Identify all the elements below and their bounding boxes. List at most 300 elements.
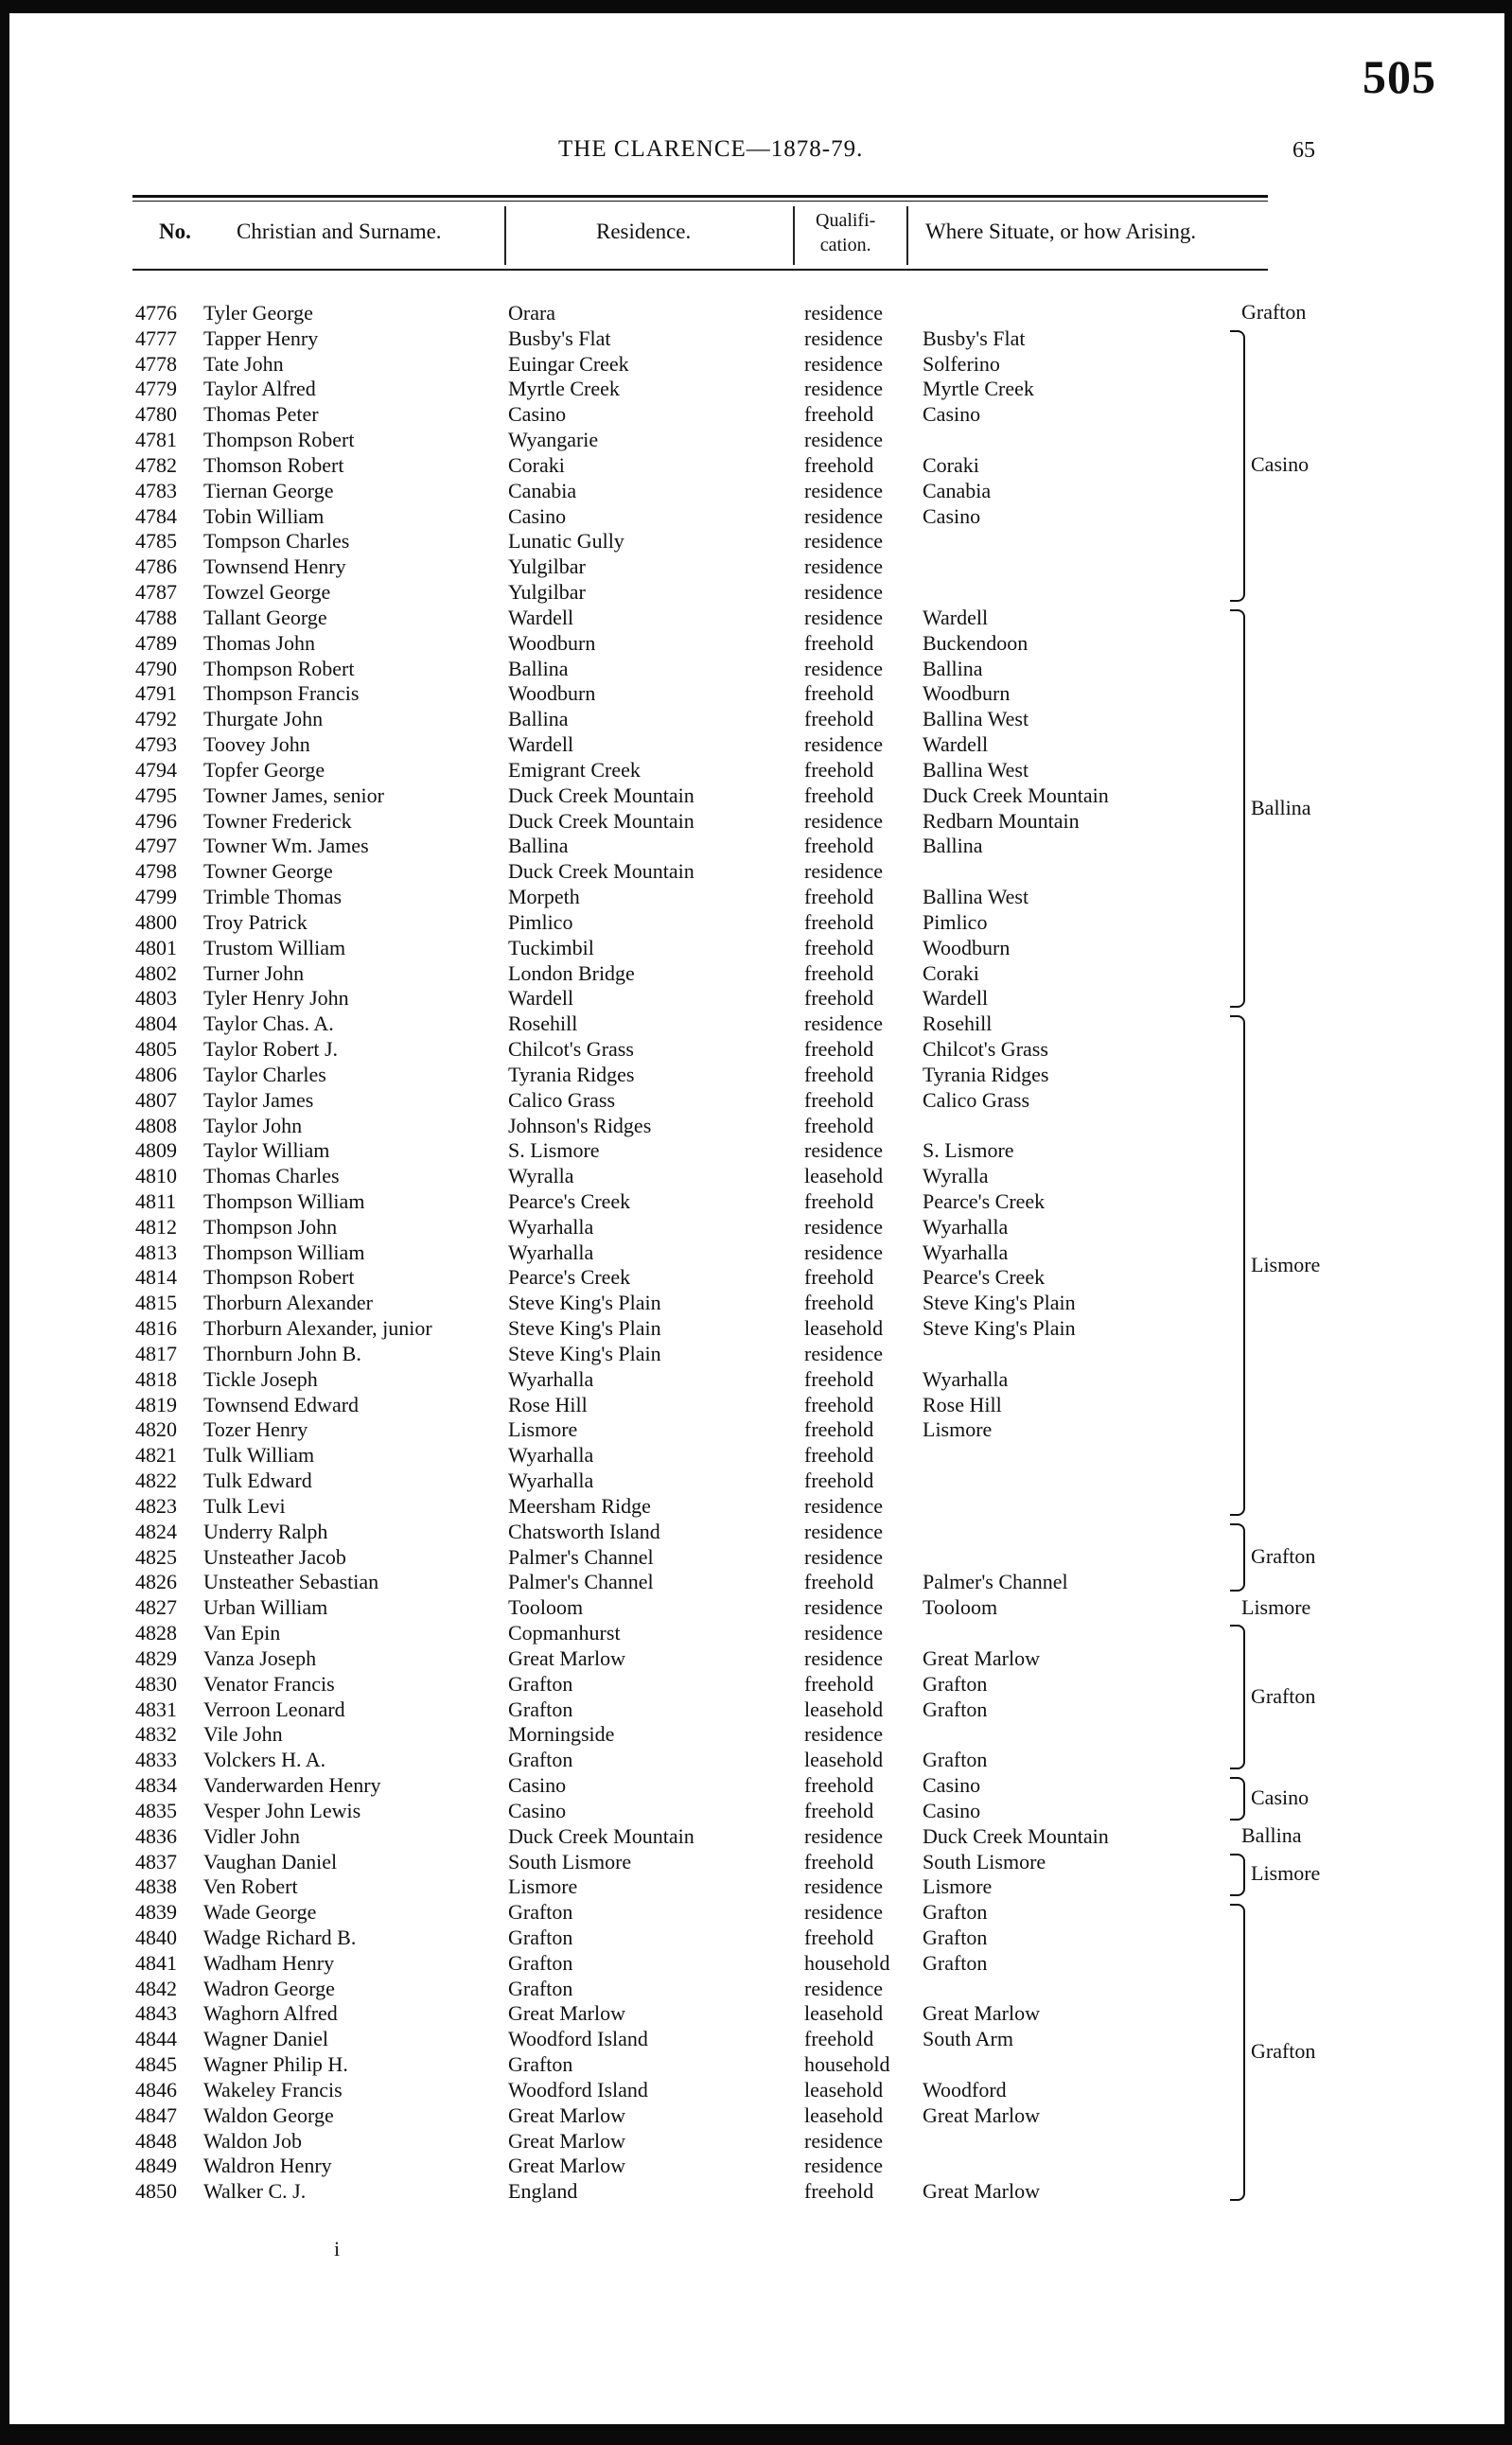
residence-cell: Pimlico xyxy=(508,909,573,934)
table-row xyxy=(135,2103,1346,2129)
where-situate-cell: Duck Creek Mountain xyxy=(923,783,1109,807)
voter-name: Waghorn Alfred xyxy=(203,2001,338,2026)
residence-cell: Grafton xyxy=(508,1950,573,1975)
entry-number: 4810 xyxy=(135,1164,177,1188)
table-row xyxy=(135,1037,1346,1063)
entry-number: 4797 xyxy=(135,834,177,858)
entry-number: 4788 xyxy=(135,605,177,629)
voter-name: Tallant George xyxy=(203,605,327,629)
table-row xyxy=(135,1926,1346,1951)
entry-number: 4817 xyxy=(135,1341,177,1365)
district-label: Lismore xyxy=(1251,1252,1321,1276)
voter-name: Wade George xyxy=(203,1900,317,1925)
qualification-cell: freehold xyxy=(804,1773,874,1798)
voter-name: Trustom William xyxy=(203,935,346,959)
table-row xyxy=(135,1443,1346,1469)
voter-name: Thomson Robert xyxy=(203,452,344,477)
where-situate-cell: Ballina xyxy=(923,656,983,680)
voter-name: Wagner Daniel xyxy=(203,2027,328,2051)
table-row xyxy=(135,1951,1346,1977)
residence-cell: Great Marlow xyxy=(508,1645,626,1670)
entry-number: 4849 xyxy=(135,2154,177,2178)
where-situate-cell: Casino xyxy=(923,402,981,427)
qualification-cell: residence xyxy=(804,377,884,401)
voter-name: Thornburn John B. xyxy=(203,1341,361,1365)
entry-number: 4833 xyxy=(135,1748,177,1772)
entry-number: 4836 xyxy=(135,1823,177,1848)
voter-name: Tate John xyxy=(203,351,284,376)
qualification-cell: residence xyxy=(804,1544,884,1569)
qualification-cell: residence xyxy=(804,1621,884,1645)
voter-name: Taylor John xyxy=(203,1113,303,1137)
entry-number: 4779 xyxy=(135,377,177,401)
qualification-cell: freehold xyxy=(804,681,874,706)
residence-cell: Wyarhalla xyxy=(508,1469,594,1493)
residence-cell: Orara xyxy=(508,301,556,325)
voter-name: Tobin William xyxy=(203,503,325,528)
residence-cell: Duck Creek Mountain xyxy=(508,808,694,833)
table-row xyxy=(135,1646,1346,1672)
entry-number: 4827 xyxy=(135,1595,177,1620)
where-situate-cell: Tooloom xyxy=(923,1595,998,1620)
table-row xyxy=(135,1824,1346,1850)
entry-number: 4795 xyxy=(135,783,177,807)
qualification-cell: leasehold xyxy=(804,1164,884,1188)
table-row xyxy=(135,2027,1346,2052)
voter-name: Thompson Robert xyxy=(203,656,355,680)
qualification-cell: leasehold xyxy=(804,1697,884,1721)
qualification-cell: freehold xyxy=(804,1417,874,1442)
table-row xyxy=(135,783,1346,809)
voter-name: Tulk Edward xyxy=(203,1469,312,1493)
residence-cell: Tuckimbil xyxy=(508,935,594,959)
district-brace xyxy=(1230,1015,1245,1516)
residence-cell: Woodford Island xyxy=(508,2027,648,2051)
voter-name: Thomas John xyxy=(203,630,315,655)
table-row xyxy=(135,809,1346,835)
voter-name: Taylor Robert J. xyxy=(203,1037,339,1062)
residence-cell: Wyangarie xyxy=(508,428,599,452)
table-row xyxy=(135,1011,1346,1037)
entry-number: 4828 xyxy=(135,1621,177,1645)
qualification-cell: residence xyxy=(804,859,884,884)
entry-number: 4848 xyxy=(135,2128,177,2153)
voter-name: Thompson William xyxy=(203,1188,365,1213)
entry-number: 4807 xyxy=(135,1087,177,1112)
where-situate-cell: South Lismore xyxy=(923,1849,1046,1873)
voter-name: Wadron George xyxy=(203,1976,335,2000)
column-header-no: No. xyxy=(159,220,191,243)
residence-cell: Great Marlow xyxy=(508,2128,626,2153)
where-situate-cell: Myrtle Creek xyxy=(923,377,1034,401)
residence-cell: S. Lismore xyxy=(508,1138,600,1163)
residence-cell: Great Marlow xyxy=(508,2154,626,2178)
table-row xyxy=(135,2129,1346,2155)
residence-cell: Emigrant Creek xyxy=(508,757,641,782)
voter-name: Taylor James xyxy=(203,1087,314,1112)
where-situate-cell: Chilcot's Grass xyxy=(923,1037,1048,1062)
voter-name: Tyler George xyxy=(203,301,313,325)
table-row xyxy=(135,428,1346,453)
residence-cell: Grafton xyxy=(508,1900,573,1925)
voter-name: Tulk Levi xyxy=(203,1493,286,1518)
residence-cell: Chatsworth Island xyxy=(508,1519,660,1543)
table-row xyxy=(135,2001,1346,2027)
voter-name: Vesper John Lewis xyxy=(203,1798,361,1822)
where-situate-cell: Palmer's Channel xyxy=(923,1570,1068,1594)
residence-cell: Grafton xyxy=(508,1697,573,1721)
district-brace xyxy=(1230,1904,1245,2201)
table-row xyxy=(135,1316,1346,1342)
table-row xyxy=(135,1850,1346,1875)
table-row xyxy=(135,554,1346,580)
where-situate-cell: Pearce's Creek xyxy=(923,1188,1046,1213)
where-situate-cell: Wardell xyxy=(923,605,989,629)
voter-name: Ven Robert xyxy=(203,1874,298,1899)
entry-number: 4822 xyxy=(135,1469,177,1493)
where-situate-cell: Ballina xyxy=(923,834,983,858)
qualification-cell: freehold xyxy=(804,2027,874,2051)
voter-name: Thompson Robert xyxy=(203,428,355,452)
voter-name: Vidler John xyxy=(203,1823,300,1848)
where-situate-cell: Ballina West xyxy=(923,757,1029,782)
where-situate-cell: Pimlico xyxy=(923,909,988,934)
table-row xyxy=(135,910,1346,936)
where-situate-cell: Pearce's Creek xyxy=(923,1265,1046,1290)
qualification-cell: freehold xyxy=(804,1188,874,1213)
folio-number: 505 xyxy=(1363,50,1436,103)
residence-cell: Grafton xyxy=(508,2052,573,2077)
entry-number: 4844 xyxy=(135,2027,177,2051)
residence-cell: Lismore xyxy=(508,1417,578,1442)
qualification-cell: freehold xyxy=(804,2179,874,2204)
qualification-cell: freehold xyxy=(804,757,874,782)
table-row xyxy=(135,1722,1346,1748)
residence-cell: Yulgilbar xyxy=(508,554,586,579)
voter-name: Towzel George xyxy=(203,580,331,605)
table-row xyxy=(135,1240,1346,1266)
qualification-cell: residence xyxy=(804,605,884,629)
entry-number: 4839 xyxy=(135,1900,177,1925)
qualification-cell: residence xyxy=(804,428,884,452)
residence-cell: South Lismore xyxy=(508,1849,632,1873)
where-situate-cell: South Arm xyxy=(923,2027,1013,2051)
entry-number: 4845 xyxy=(135,2052,177,2077)
where-situate-cell: Grafton xyxy=(923,1950,988,1975)
entry-number: 4776 xyxy=(135,301,177,325)
table-row xyxy=(135,1367,1346,1393)
where-situate-cell: Wyarhalla xyxy=(923,1366,1009,1391)
where-situate-cell: Calico Grass xyxy=(923,1087,1030,1112)
entry-number: 4812 xyxy=(135,1214,177,1239)
table-row xyxy=(135,1621,1346,1646)
residence-cell: Duck Creek Mountain xyxy=(508,783,694,807)
voter-name: Towner George xyxy=(203,859,333,884)
residence-cell: Rosehill xyxy=(508,1011,578,1036)
voter-name: Wagner Philip H. xyxy=(203,2052,348,2077)
entry-number: 4786 xyxy=(135,554,177,579)
voter-name: Waldon George xyxy=(203,2102,334,2127)
entry-number: 4800 xyxy=(135,909,177,934)
qualification-cell: freehold xyxy=(804,1291,874,1315)
residence-cell: Busby's Flat xyxy=(508,325,611,350)
qualification-cell: leasehold xyxy=(804,1748,884,1772)
district-label: Grafton xyxy=(1251,1683,1316,1708)
entry-number: 4814 xyxy=(135,1265,177,1290)
running-title: THE CLARENCE—1878-79. xyxy=(558,136,864,162)
voter-name: Tozer Henry xyxy=(203,1417,308,1442)
qualification-cell: freehold xyxy=(804,1265,874,1290)
district-brace xyxy=(1230,330,1245,602)
voter-name: Underry Ralph xyxy=(203,1519,328,1543)
voter-name: Verroon Leonard xyxy=(203,1697,345,1721)
table-row xyxy=(135,580,1346,606)
residence-cell: Copmanhurst xyxy=(508,1621,621,1645)
voter-name: Wakeley Francis xyxy=(203,2077,343,2102)
qualification-cell: residence xyxy=(804,503,884,528)
residence-cell: Casino xyxy=(508,1798,567,1822)
where-situate-cell: Wyralla xyxy=(923,1164,989,1188)
voter-name: Thompson Robert xyxy=(203,1265,355,1290)
qualification-cell: residence xyxy=(804,1138,884,1163)
header-bottom-rule xyxy=(132,269,1268,271)
residence-cell: Pearce's Creek xyxy=(508,1188,631,1213)
table-row xyxy=(135,301,1346,326)
voter-name: Tapper Henry xyxy=(203,325,319,350)
qualification-cell: residence xyxy=(804,2154,884,2178)
register-rows xyxy=(135,301,1346,2205)
column-divider xyxy=(793,206,795,265)
voter-name: Van Epin xyxy=(203,1621,281,1645)
qualification-cell: freehold xyxy=(804,1671,874,1696)
entry-number: 4838 xyxy=(135,1874,177,1899)
column-header-where: Where Situate, or how Arising. xyxy=(925,220,1197,243)
residence-cell: Lismore xyxy=(508,1874,578,1899)
where-situate-cell: Coraki xyxy=(923,960,979,985)
footer-mark: i xyxy=(334,2237,341,2260)
entry-number: 4834 xyxy=(135,1773,177,1798)
residence-cell: Steve King's Plain xyxy=(508,1316,661,1341)
qualification-cell: residence xyxy=(804,1595,884,1620)
residence-cell: England xyxy=(508,2179,578,2204)
where-situate-cell: Woodford xyxy=(923,2077,1007,2102)
entry-number: 4829 xyxy=(135,1645,177,1670)
where-situate-cell: Woodburn xyxy=(923,681,1011,706)
voter-name: Waldron Henry xyxy=(203,2154,332,2178)
voter-name: Townsend Edward xyxy=(203,1392,360,1416)
residence-cell: Yulgilbar xyxy=(508,580,586,605)
voter-name: Tompson Charles xyxy=(203,529,350,554)
district-brace xyxy=(1230,1777,1245,1821)
table-row xyxy=(135,1291,1346,1316)
voter-name: Tulk William xyxy=(203,1443,315,1468)
entry-number: 4824 xyxy=(135,1519,177,1543)
qualification-cell: residence xyxy=(804,1011,884,1036)
where-situate-cell: Busby's Flat xyxy=(923,325,1026,350)
where-situate-cell: Canabia xyxy=(923,478,992,502)
entry-number: 4811 xyxy=(135,1188,177,1213)
residence-cell: Casino xyxy=(508,503,567,528)
entry-number: 4803 xyxy=(135,986,177,1011)
district-label: Casino xyxy=(1251,1785,1310,1809)
table-row xyxy=(135,1545,1346,1571)
where-situate-cell: Lismore xyxy=(923,1874,993,1899)
residence-cell: Ballina xyxy=(508,656,569,680)
qualification-cell: freehold xyxy=(804,1443,874,1468)
table-row xyxy=(135,402,1346,428)
table-row xyxy=(135,631,1346,657)
qualification-cell: freehold xyxy=(804,452,874,477)
table-row xyxy=(135,986,1346,1011)
voter-name: Towner James, senior xyxy=(203,783,384,807)
entry-number: 4801 xyxy=(135,935,177,959)
where-situate-cell: Grafton xyxy=(923,1697,988,1721)
table-row xyxy=(135,326,1346,352)
qualification-cell: freehold xyxy=(804,1392,874,1416)
table-row xyxy=(135,377,1346,402)
column-header-qualification: Qualifi- cation. xyxy=(816,210,876,255)
where-situate-cell: Lismore xyxy=(923,1417,993,1442)
where-situate-cell: Grafton xyxy=(923,1900,988,1925)
header-top-rule xyxy=(132,195,1268,198)
residence-cell: Wyralla xyxy=(508,1164,574,1188)
qualification-cell: residence xyxy=(804,1341,884,1365)
entry-number: 4842 xyxy=(135,1976,177,2000)
residence-cell: Grafton xyxy=(508,1926,573,1949)
qualification-cell: freehold xyxy=(804,1798,874,1822)
district-label: Grafton xyxy=(1241,300,1307,325)
column-header-name: Christian and Surname. xyxy=(237,220,442,243)
voter-name: Thompson John xyxy=(203,1214,338,1239)
qualification-cell: freehold xyxy=(804,1849,874,1873)
entry-number: 4837 xyxy=(135,1849,177,1873)
qualification-cell: freehold xyxy=(804,885,874,909)
entry-number: 4785 xyxy=(135,529,177,554)
residence-cell: Palmer's Channel xyxy=(508,1544,654,1569)
voter-name: Thorburn Alexander, junior xyxy=(203,1316,432,1341)
table-row xyxy=(135,1189,1346,1215)
entry-number: 4796 xyxy=(135,808,177,833)
qualification-cell: freehold xyxy=(804,707,874,731)
qualification-cell: freehold xyxy=(804,1366,874,1391)
residence-cell: Duck Creek Mountain xyxy=(508,859,694,884)
entry-number: 4816 xyxy=(135,1316,177,1341)
residence-cell: Chilcot's Grass xyxy=(508,1037,634,1062)
residence-cell: Morpeth xyxy=(508,885,580,909)
voter-name: Walker C. J. xyxy=(203,2179,307,2204)
residence-cell: Wardell xyxy=(508,605,574,629)
where-situate-cell: Woodburn xyxy=(923,935,1011,959)
table-row xyxy=(135,1342,1346,1367)
qualification-cell: residence xyxy=(804,1722,884,1747)
where-situate-cell: Tyrania Ridges xyxy=(923,1062,1049,1086)
qualification-cell: freehold xyxy=(804,960,874,985)
district-label: Lismore xyxy=(1251,1861,1321,1886)
qualification-cell: residence xyxy=(804,301,884,325)
column-header-residence: Residence. xyxy=(596,220,692,243)
voter-name: Taylor Alfred xyxy=(203,377,316,401)
qualification-cell: freehold xyxy=(804,402,874,427)
voter-name: Unsteather Jacob xyxy=(203,1544,346,1569)
qualification-cell: freehold xyxy=(804,834,874,858)
voter-name: Tiernan George xyxy=(203,478,334,502)
entry-number: 4780 xyxy=(135,402,177,427)
entry-number: 4791 xyxy=(135,681,177,706)
voter-name: Thomas Charles xyxy=(203,1164,340,1188)
entry-number: 4841 xyxy=(135,1950,177,1975)
voter-name: Thorburn Alexander xyxy=(203,1291,373,1315)
where-situate-cell: Casino xyxy=(923,1773,981,1798)
residence-cell: Rose Hill xyxy=(508,1392,588,1416)
residence-cell: London Bridge xyxy=(508,960,635,985)
table-row xyxy=(135,1697,1346,1723)
table-row xyxy=(135,2154,1346,2179)
district-brace xyxy=(1230,1523,1245,1592)
where-situate-cell: Redbarn Mountain xyxy=(923,808,1080,833)
qualification-cell: residence xyxy=(804,1976,884,2000)
qualification-cell: residence xyxy=(804,808,884,833)
qualification-cell: freehold xyxy=(804,1926,874,1949)
qualification-cell: freehold xyxy=(804,1113,874,1137)
residence-cell: Wyarhalla xyxy=(508,1443,594,1468)
entry-number: 4808 xyxy=(135,1113,177,1137)
residence-cell: Calico Grass xyxy=(508,1087,616,1112)
table-row xyxy=(135,1469,1346,1494)
where-situate-cell: Wardell xyxy=(923,732,989,757)
qualification-cell: residence xyxy=(804,478,884,502)
entry-number: 4799 xyxy=(135,885,177,909)
table-row xyxy=(135,681,1346,707)
entry-number: 4831 xyxy=(135,1697,177,1721)
qualification-cell: residence xyxy=(804,1900,884,1925)
entry-number: 4790 xyxy=(135,656,177,680)
qualification-cell: freehold xyxy=(804,1469,874,1493)
qualification-cell: residence xyxy=(804,351,884,376)
page-number: 65 xyxy=(1292,138,1315,163)
voter-name: Troy Patrick xyxy=(203,909,308,934)
voter-name: Taylor Charles xyxy=(203,1062,326,1086)
table-row xyxy=(135,1570,1346,1595)
qualification-cell: freehold xyxy=(804,909,874,934)
where-situate-cell: Rose Hill xyxy=(923,1392,1002,1416)
table-row xyxy=(135,1417,1346,1443)
table-row xyxy=(135,1063,1346,1088)
where-situate-cell: Wyarhalla xyxy=(923,1214,1009,1239)
qualification-cell: freehold xyxy=(804,1062,874,1086)
voter-name: Taylor Chas. A. xyxy=(203,1011,334,1036)
table-row xyxy=(135,1672,1346,1697)
district-label: Ballina xyxy=(1241,1823,1302,1848)
entry-number: 4793 xyxy=(135,732,177,757)
entry-number: 4794 xyxy=(135,757,177,782)
where-situate-cell: Solferino xyxy=(923,351,1000,376)
where-situate-cell: Great Marlow xyxy=(923,2102,1041,2127)
table-row xyxy=(135,1900,1346,1926)
entry-number: 4784 xyxy=(135,503,177,528)
table-row xyxy=(135,961,1346,987)
where-situate-cell: Steve King's Plain xyxy=(923,1316,1076,1341)
table-row xyxy=(135,1977,1346,2002)
voter-name: Townsend Henry xyxy=(203,554,346,579)
voter-name: Urban William xyxy=(203,1595,328,1620)
table-row xyxy=(135,707,1346,732)
residence-cell: Wyarhalla xyxy=(508,1214,594,1239)
table-row xyxy=(135,859,1346,885)
entry-number: 4818 xyxy=(135,1366,177,1391)
where-situate-cell: Coraki xyxy=(923,452,979,477)
voter-name: Wadge Richard B. xyxy=(203,1926,357,1949)
where-situate-cell: Buckendoon xyxy=(923,630,1029,655)
